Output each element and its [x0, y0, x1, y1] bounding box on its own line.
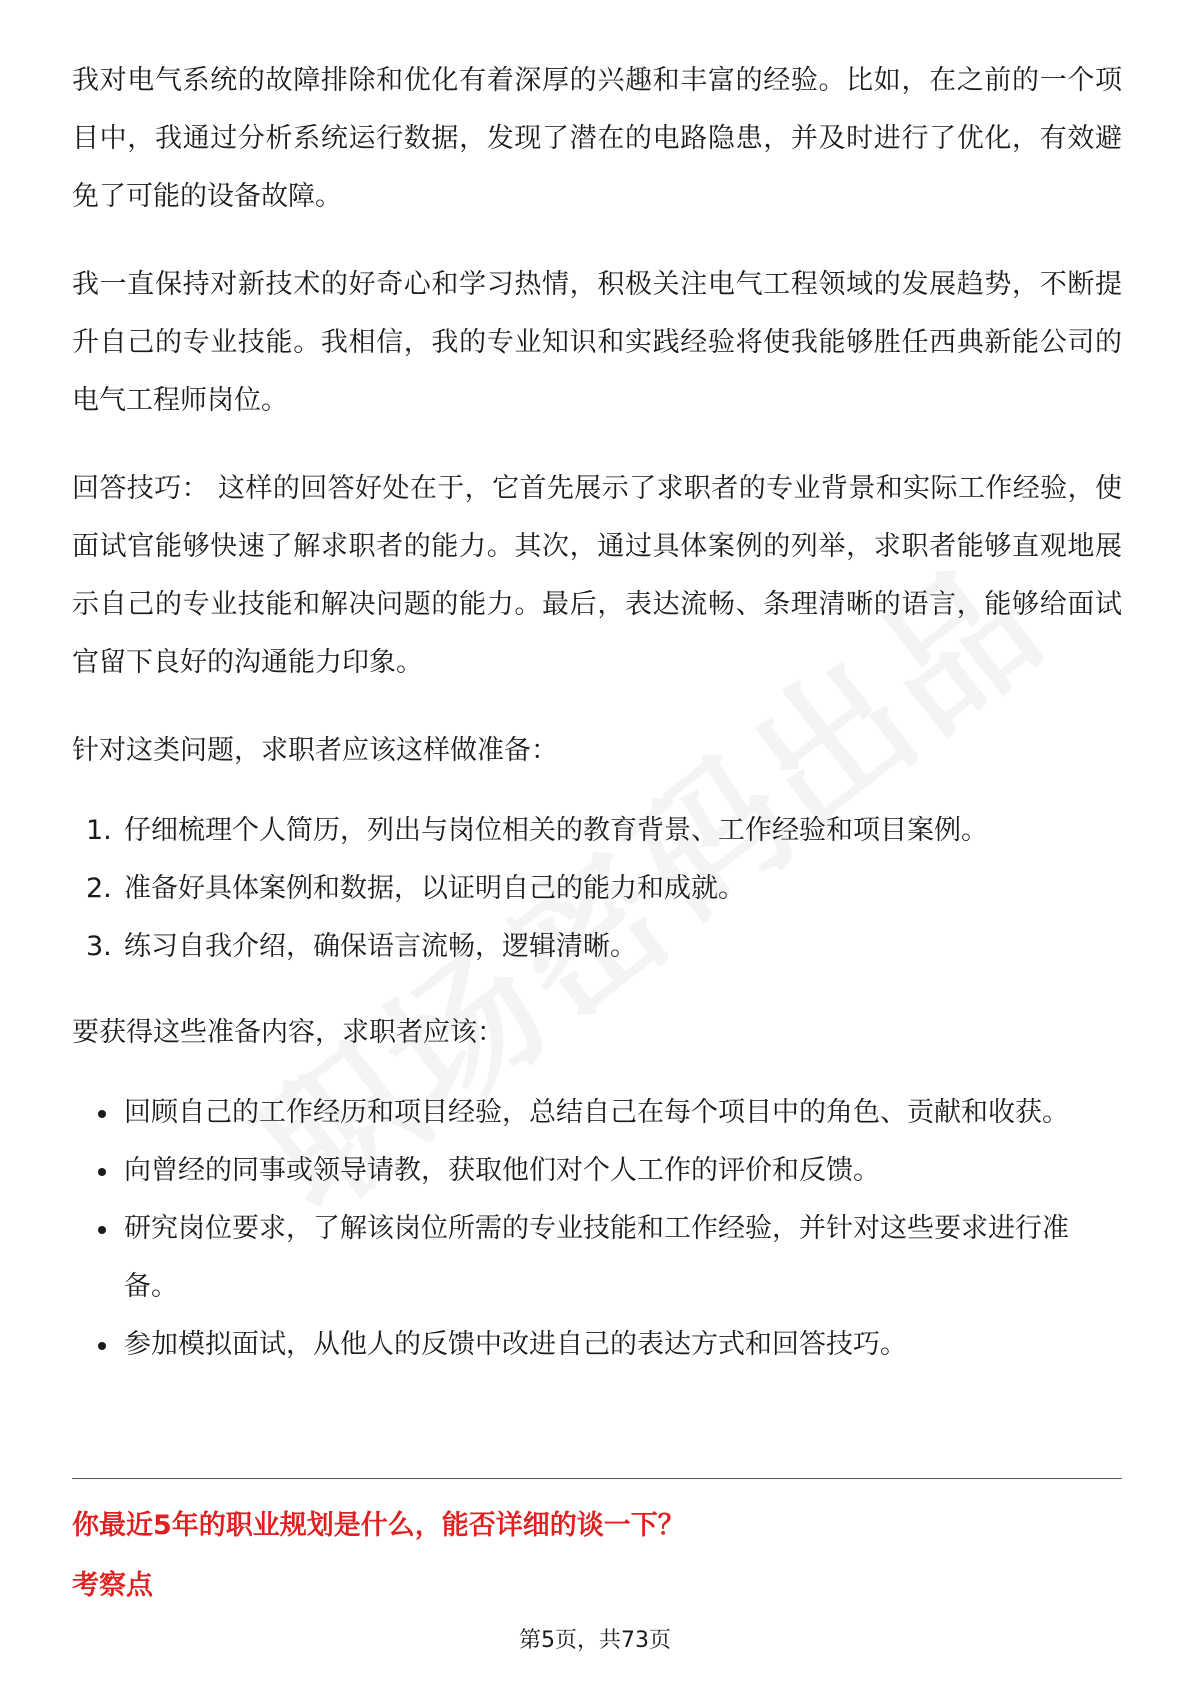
- numbered-list: [72, 802, 1122, 976]
- list-item-text: 仔细梳理个人简历，列出与岗位相关的教育背景、工作经验和项目案例。: [124, 815, 988, 846]
- bullet-dot-icon: [98, 1168, 106, 1176]
- list-item: [72, 860, 1122, 918]
- next-question-heading: 你最近5年的职业规划是什么，能否详细的谈一下？: [72, 1510, 685, 1541]
- list-item-text: 向曾经的同事或领导请教，获取他们对个人工作的评价和反馈。: [124, 1155, 880, 1186]
- list-item: [72, 1200, 1122, 1316]
- paragraph-answer-tips: 回答技巧： 这样的回答好处在于，它首先展示了求职者的专业背景和实际工作经验，使面试官能够快速了解求职者的能力。其次，通过具体案例的列举，求职者能够直观地展示自己的专业技能和解决问题的能力。最后，表达流畅、条理清晰的语言，能够给面试官留下良好的沟通能力印象。: [72, 473, 1122, 678]
- list-item-text: 回顾自己的工作经历和项目经验，总结自己在每个项目中的角色、贡献和收获。: [124, 1097, 1069, 1128]
- bullet-list: [72, 1084, 1122, 1374]
- list-item-text: 准备好具体案例和数据，以证明自己的能力和成就。: [124, 873, 745, 904]
- list-number: 2.: [86, 873, 112, 904]
- list-item: [72, 918, 1122, 976]
- bullet-dot-icon: [98, 1226, 106, 1234]
- main-content: [72, 52, 1122, 1402]
- paragraph-experience: 我对电气系统的故障排除和优化有着深厚的兴趣和丰富的经验。比如，在之前的一个项目中，我通过分析系统运行数据，发现了潜在的电路隐患，并及时进行了优化，有效避免了可能的设备故障。: [72, 65, 1122, 212]
- list-number: 1.: [86, 815, 112, 846]
- paragraph-bullet-intro: 要获得这些准备内容，求职者应该：: [72, 1017, 504, 1048]
- list-number: 3.: [86, 931, 112, 962]
- list-item: [72, 802, 1122, 860]
- page-footer: 第5页，共73页: [519, 1628, 671, 1653]
- paragraph-prep-intro: 针对这类问题，求职者应该这样做准备：: [72, 735, 558, 766]
- paragraph-learning: 我一直保持对新技术的好奇心和学习热情，积极关注电气工程领域的发展趋势，不断提升自己的专业技能。我相信，我的专业知识和实践经验将使我能够胜任西典新能公司的电气工程师岗位。: [72, 269, 1122, 416]
- section-divider: [72, 1478, 1122, 1479]
- list-item-text: 研究岗位要求，了解该岗位所需的专业技能和工作经验，并针对这些要求进行准备。: [124, 1213, 1069, 1302]
- list-item-text: 参加模拟面试，从他人的反馈中改进自己的表达方式和回答技巧。: [124, 1329, 907, 1360]
- list-item: [72, 1142, 1122, 1200]
- list-item: [72, 1084, 1122, 1142]
- section-label-examination-points: 考察点: [72, 1570, 153, 1601]
- bullet-dot-icon: [98, 1342, 106, 1350]
- list-item-text: 练习自我介绍，确保语言流畅，逻辑清晰。: [124, 931, 637, 962]
- bullet-dot-icon: [98, 1110, 106, 1118]
- list-item: [72, 1316, 1122, 1374]
